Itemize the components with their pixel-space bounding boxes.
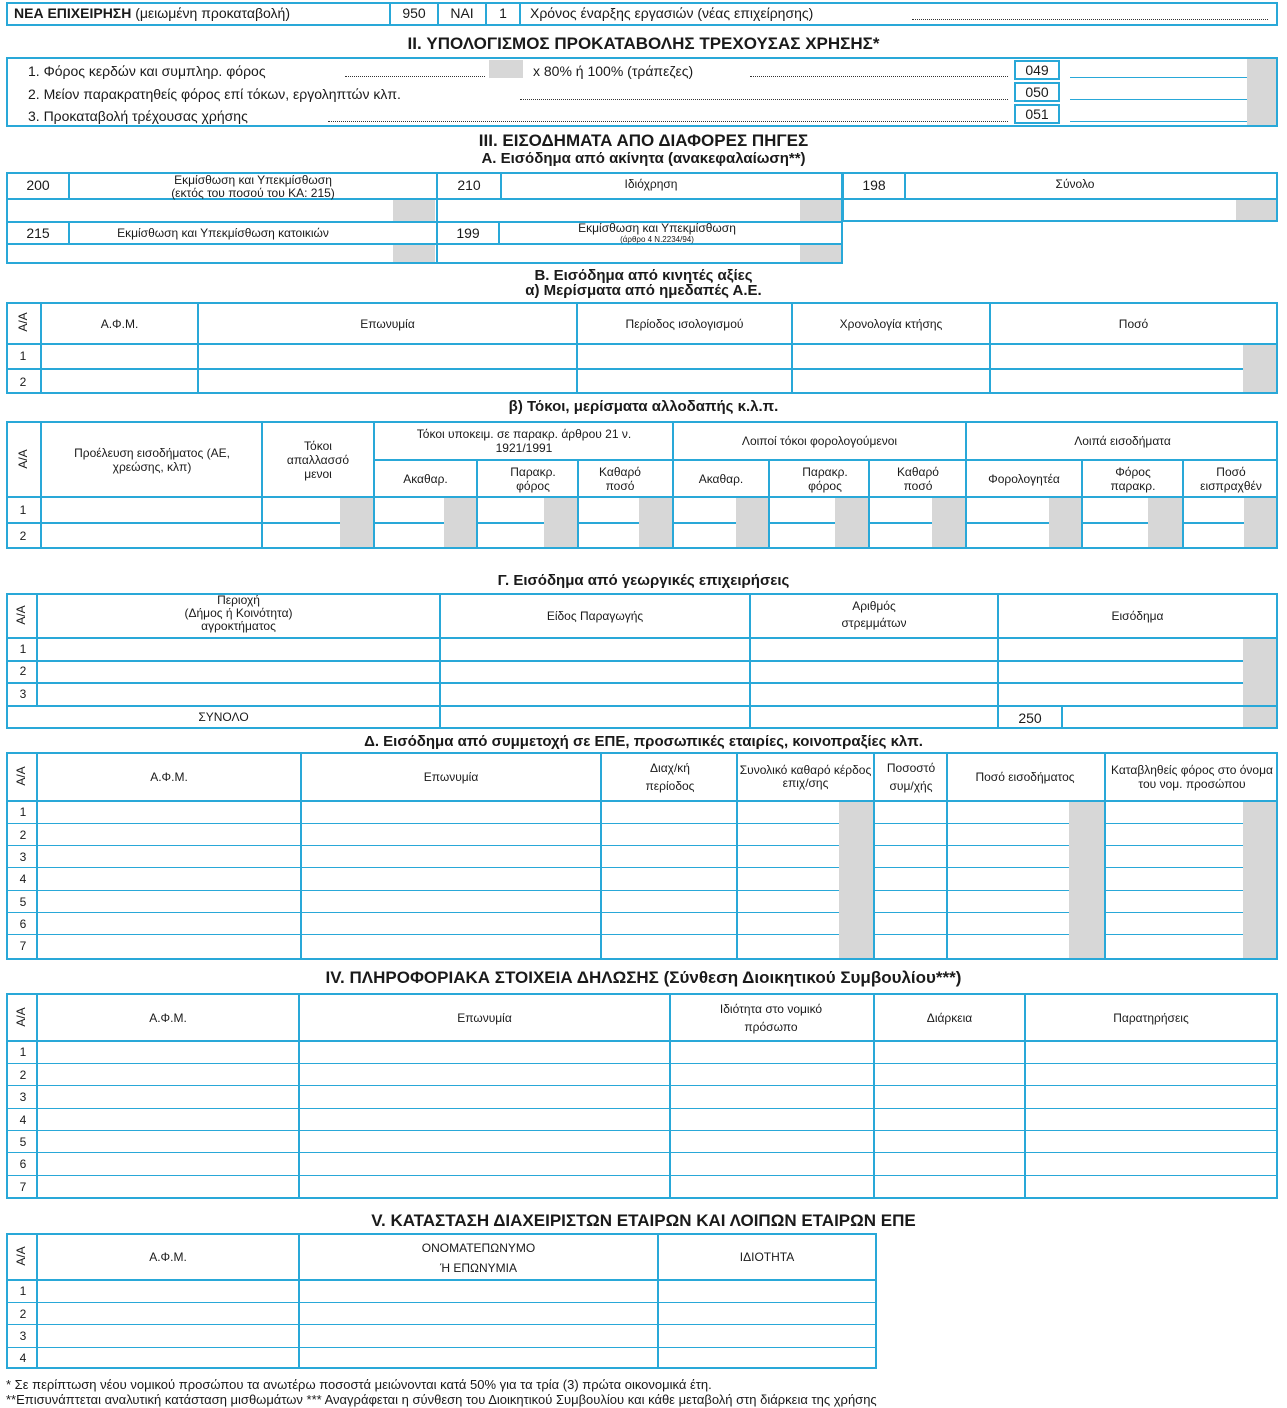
code-215-label: Εκμίσθωση και Υπεκμίσθωση κατοικιών: [117, 226, 329, 240]
section2-title: II. ΥΠΟΛΟΓΙΣΜΟΣ ΠΡΟΚΑΤΑΒΟΛΗΣ ΤΡΕΧΟΥΣΑΣ ΧΡΗΣΗΣ*: [407, 34, 880, 53]
table-row: 4: [19, 1113, 27, 1127]
section5-title: V. ΚΑΤΑΣΤΑΣΗ ΔΙΑΧΕΙΡΙΣΤΩΝ ΕΤΑΙΡΩΝ ΚΑΙ ΛΟΙΠΩΝ ΕΤΑΙΡΩΝ ΕΠΕ: [371, 1211, 916, 1230]
table-row: 2: [19, 1068, 27, 1082]
code-199: 199: [456, 225, 480, 241]
section3bb-title: β) Τόκοι, μερίσματα αλλοδαπής κ.λ.π.: [508, 398, 779, 415]
code-200-label: Εκμίσθωση και Υπεκμίσθωση (εκτός του ποσού του ΚΑ: 215): [171, 173, 335, 200]
table-row: 4: [19, 1351, 27, 1365]
new-business-label: ΝΕΑ ΕΠΙΧΕΙΡΗΣΗ (μειωμένη προκαταβολή): [14, 5, 290, 21]
section3b-title: Β. Εισόδημα από κινητές αξίες: [534, 267, 753, 284]
section3-title: III. ΕΙΣΟΔΗΜΑΤΑ ΑΠΟ ΔΙΑΦΟΡΕΣ ΠΗΓΕΣ: [478, 131, 809, 150]
section3ba-title: α) Μερίσματα από ημεδαπές Α.Ε.: [525, 282, 762, 299]
s2-row3-label: 3. Προκαταβολή τρέχουσας χρήσης: [28, 108, 248, 124]
code-200: 200: [26, 177, 50, 193]
s2-row2-label: 2. Μείον παρακρατηθείς φόρος επί τόκων, εργοληπτών κλπ.: [28, 86, 401, 102]
code-198: 198: [862, 177, 886, 193]
s2-row1-shade: [489, 60, 523, 78]
new-business-answer-code: 1: [499, 5, 507, 21]
footnote-2: **Επισυνάπτεται αναλυτική κατάσταση μισθωμάτων *** Αναγράφεται η σύνθεση του Διοικητικού Συμβουλίου και κάθε μεταβολή στη διάρκεια της χρήσης: [6, 1392, 877, 1407]
section3d-title: Δ. Εισόδημα από συμμετοχή σε ΕΠΕ, προσωπικές εταιρίες, κοινοπραξίες κλπ.: [364, 733, 923, 750]
s2-amount-1[interactable]: [1070, 77, 1248, 78]
code-210: 210: [457, 177, 481, 193]
section4-title: IV. ΠΛΗΡΟΦΟΡΙΑΚΑ ΣΤΟΙΧΕΙΑ ΔΗΛΩΣΗΣ (Σύνθεση Διοικητικού Συμβουλίου***): [325, 968, 962, 987]
c-area-header: Περιοχή (Δήμος ή Κοινότητα) αγροκτήματος: [184, 593, 293, 633]
section3a-title: Α. Εισόδημα από ακίνητα (ανακεφαλαίωση**): [481, 150, 806, 167]
table-row: 3: [19, 687, 27, 701]
table-row: 2: [19, 529, 27, 543]
table-row: 3: [19, 1090, 27, 1104]
table-row: 2: [19, 664, 27, 678]
section3c-title: Γ. Εισόδημα από γεωργικές επιχειρήσεις: [497, 572, 790, 589]
new-business-code: 950: [402, 5, 426, 21]
table-row: 3: [19, 850, 27, 864]
v-name-header: ΟΝΟΜΑΤΕΠΩΝΥΜΟ Ή ΕΠΩΝΥΜΙΑ: [421, 1241, 536, 1275]
table-row: 2: [19, 1307, 27, 1321]
s2-row1-mid: x 80% ή 100% (τράπεζες): [533, 63, 694, 79]
table-row: 2: [19, 375, 27, 389]
table-row: 3: [19, 1329, 27, 1343]
s2-code-051: 051: [1014, 104, 1060, 124]
code-198-label: Σύνολο: [1055, 177, 1095, 191]
table-row: 7: [19, 1180, 27, 1194]
s2-code-050: 050: [1014, 82, 1060, 102]
table-row: 1: [19, 1045, 27, 1059]
s2-amount-2[interactable]: [1070, 99, 1248, 100]
code-210-label: Ιδιόχρηση: [624, 177, 678, 191]
table-row: 6: [19, 917, 27, 931]
table-row: 1: [19, 1284, 27, 1298]
s2-amount-3[interactable]: [1070, 121, 1248, 122]
c-acres-header: Αριθμός στρεμμάτων: [841, 599, 907, 630]
new-business-answer[interactable]: ΝΑΙ: [450, 5, 474, 21]
table-row: 2: [19, 828, 27, 842]
table-row: 1: [19, 642, 27, 656]
s2-row1-label: 1. Φόρος κερδών και συμπληρ. φόρος: [28, 63, 266, 79]
table-row: 5: [19, 895, 27, 909]
start-year-field[interactable]: [912, 19, 1268, 20]
table-row: 1: [19, 349, 27, 363]
code-215: 215: [26, 225, 50, 241]
table-row: 6: [19, 1157, 27, 1171]
code-199-label: Εκμίσθωση και Υπεκμίσθωση (άρθρο 4 Ν.2234/94): [578, 221, 736, 244]
s2-code-049: 049: [1014, 60, 1060, 80]
table-row: 1: [19, 503, 27, 517]
table-row: 4: [19, 872, 27, 886]
c-total-label: ΣΥΝΟΛΟ: [198, 710, 249, 724]
table-row: 1: [19, 805, 27, 819]
table-row: 7: [19, 939, 27, 953]
table-row: 5: [19, 1135, 27, 1149]
start-year-label: Χρόνος έναρξης εργασιών (νέας επιχείρησης): [530, 5, 814, 21]
code-250: 250: [1018, 710, 1042, 726]
footnote-1: * Σε περίπτωση νέου νομικού προσώπου τα ανωτέρω ποσοστά μειώνονται κατά 50% για τα τρία (3) πρώτα οικονομικά έτη.: [6, 1377, 712, 1392]
